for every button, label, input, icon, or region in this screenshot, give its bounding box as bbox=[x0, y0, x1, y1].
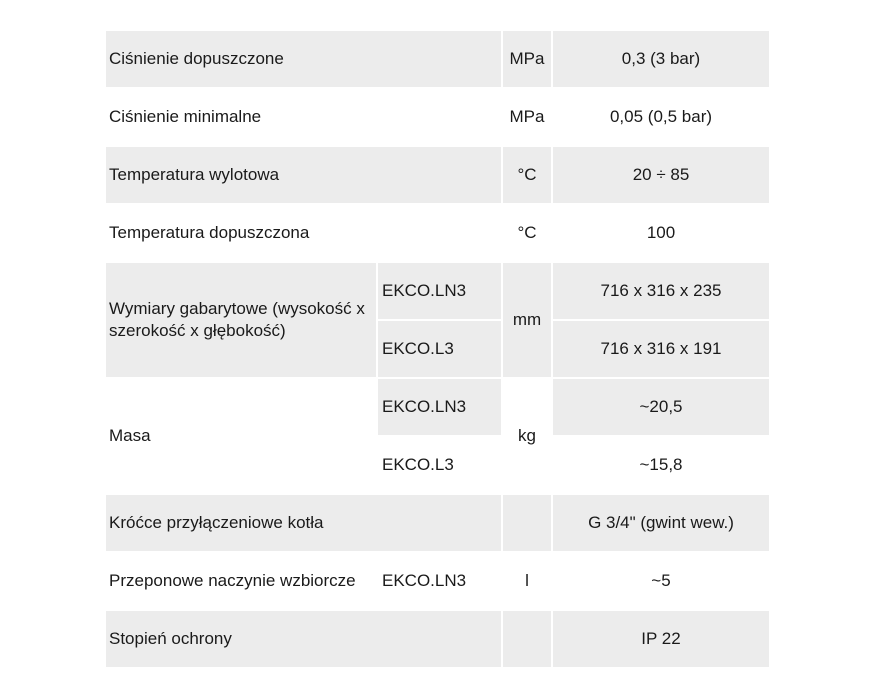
table-row bbox=[105, 494, 770, 552]
unit-cell: °C bbox=[502, 204, 552, 262]
parameter-name: Króćce przyłączeniowe kotła bbox=[105, 494, 502, 552]
unit-cell: MPa bbox=[502, 30, 552, 88]
model-cell: EKCO.LN3 bbox=[377, 378, 502, 436]
value-cell: G 3/4" (gwint wew.) bbox=[552, 494, 770, 552]
value-cell: IP 22 bbox=[552, 610, 770, 668]
parameter-name: Ciśnienie dopuszczone bbox=[105, 30, 502, 88]
value-cell: ~5 bbox=[552, 552, 770, 610]
parameter-name: Ciśnienie minimalne bbox=[105, 88, 502, 146]
value-cell: 716 x 316 x 235 bbox=[552, 262, 770, 320]
table-row bbox=[105, 552, 770, 610]
parameter-name: Temperatura wylotowa bbox=[105, 146, 502, 204]
unit-cell: MPa bbox=[502, 88, 552, 146]
model-cell: EKCO.L3 bbox=[377, 320, 502, 378]
value-cell: ~20,5 bbox=[552, 378, 770, 436]
parameter-name: Masa bbox=[105, 378, 377, 494]
table-row bbox=[105, 204, 770, 262]
model-cell: EKCO.LN3 bbox=[377, 262, 502, 320]
value-cell: 0,3 (3 bar) bbox=[552, 30, 770, 88]
table-row bbox=[105, 146, 770, 204]
unit-cell: °C bbox=[502, 146, 552, 204]
table-row bbox=[105, 262, 770, 320]
value-cell: 100 bbox=[552, 204, 770, 262]
unit-cell: kg bbox=[502, 378, 552, 494]
model-cell: EKCO.L3 bbox=[377, 436, 502, 494]
parameter-name: Stopień ochrony bbox=[105, 610, 502, 668]
parameter-name: Temperatura dopuszczona bbox=[105, 204, 502, 262]
unit-cell bbox=[502, 494, 552, 552]
table-row bbox=[105, 378, 770, 436]
unit-cell: l bbox=[502, 552, 552, 610]
parameter-name: Wymiary gabarytowe (wysokość x szerokość x głębokość) bbox=[105, 262, 377, 378]
value-cell: 0,05 (0,5 bar) bbox=[552, 88, 770, 146]
value-cell: ~15,8 bbox=[552, 436, 770, 494]
specification-table bbox=[104, 29, 771, 669]
table-row bbox=[105, 30, 770, 88]
value-cell: 20 ÷ 85 bbox=[552, 146, 770, 204]
model-cell: EKCO.LN3 bbox=[377, 552, 502, 610]
value-cell: 716 x 316 x 191 bbox=[552, 320, 770, 378]
unit-cell: mm bbox=[502, 262, 552, 378]
table-row bbox=[105, 610, 770, 668]
table-row bbox=[105, 88, 770, 146]
parameter-name: Przeponowe naczynie wzbiorcze bbox=[105, 552, 377, 610]
unit-cell bbox=[502, 610, 552, 668]
